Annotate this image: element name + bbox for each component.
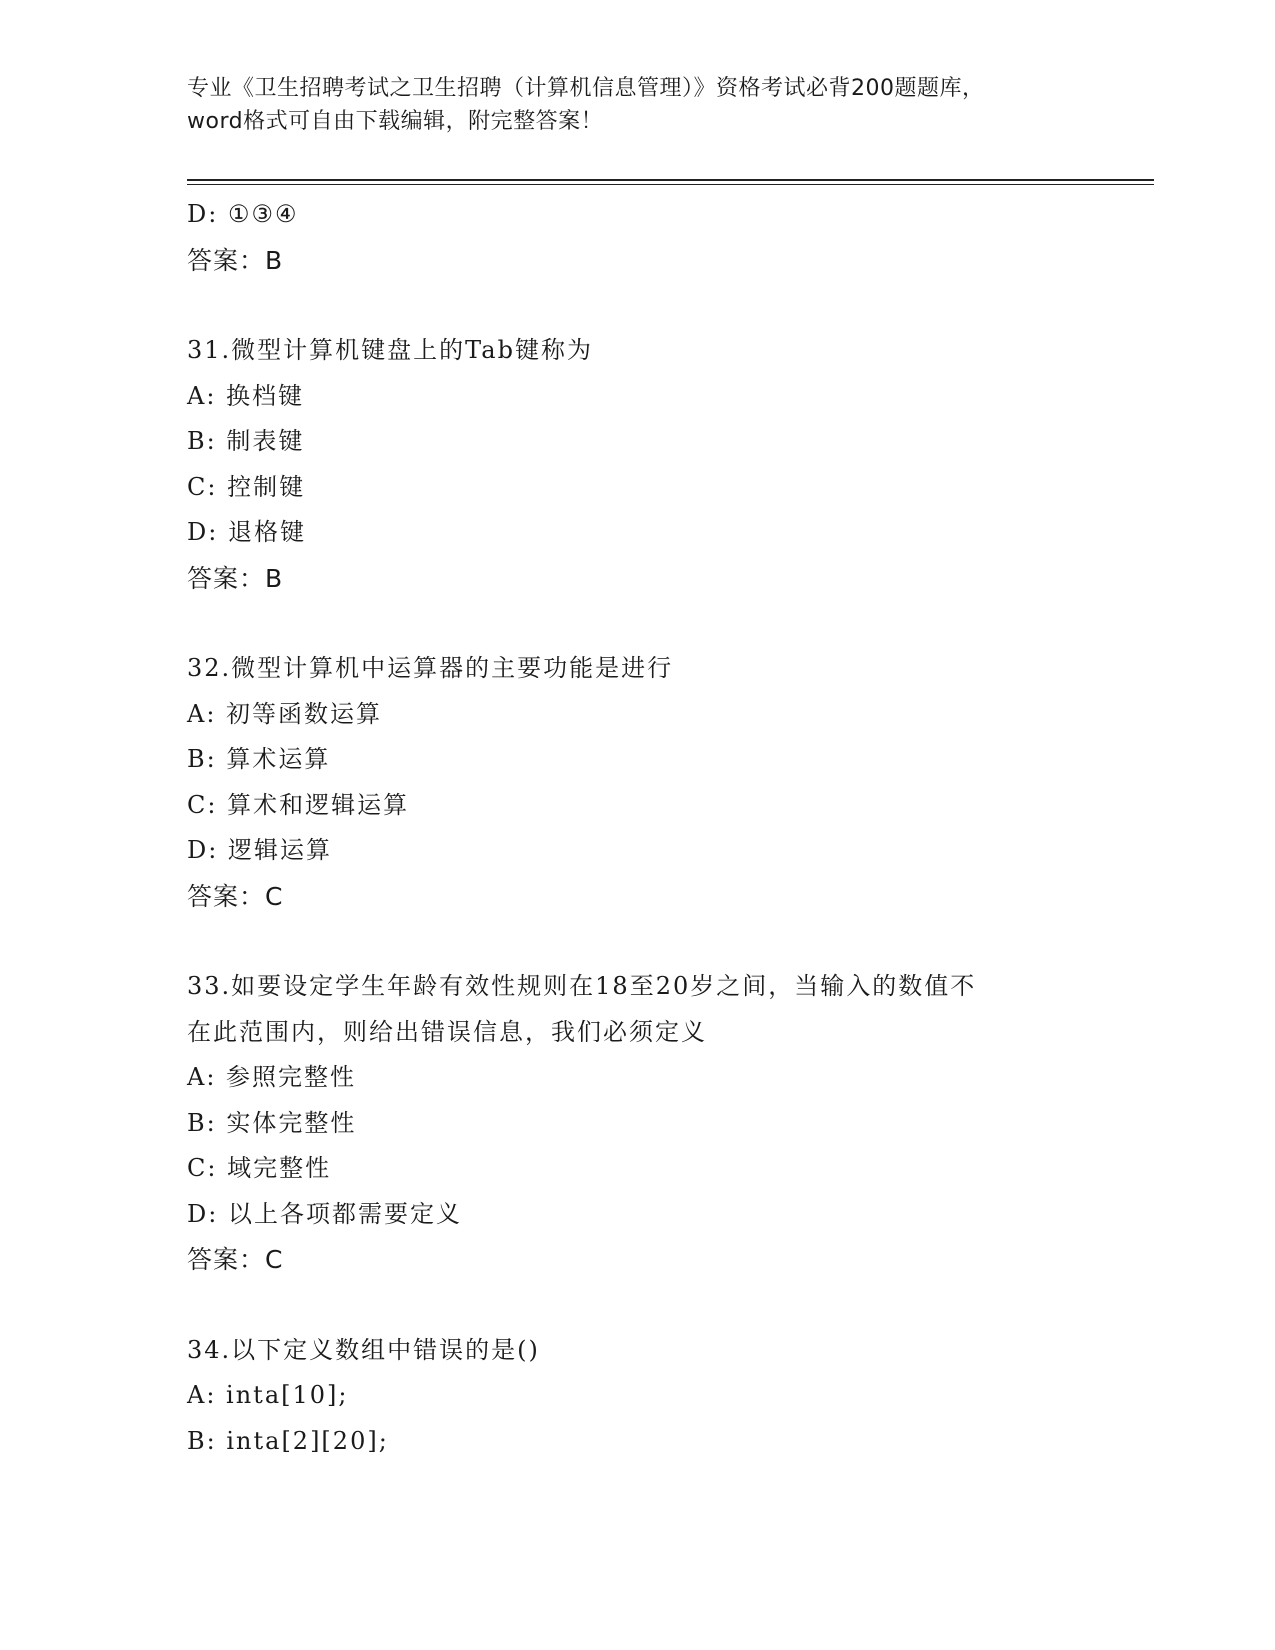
option-d: D: 退格键	[187, 518, 306, 546]
previous-question-tail	[187, 192, 1087, 283]
question-stem: 31.微型计算机键盘上的Tab键称为	[187, 336, 593, 364]
spacer	[187, 919, 1087, 964]
question-stem-line-2: 在此范围内，则给出错误信息，我们必须定义	[187, 1017, 707, 1046]
header-line-2: word格式可自由下载编辑，附完整答案！	[187, 109, 604, 134]
option-a: A: inta[10];	[187, 1381, 349, 1409]
answer-label: 答案：B	[187, 245, 284, 275]
spacer	[187, 1283, 1087, 1328]
answer-label: 答案：C	[187, 1245, 284, 1274]
option-b: B: 算术运算	[187, 745, 331, 773]
question-33	[187, 964, 1087, 1283]
document-header	[187, 72, 1087, 138]
header-divider-thin	[187, 184, 1154, 185]
option-a: A: 初等函数运算	[187, 699, 383, 728]
option-d: D: 以上各项都需要定义	[187, 1199, 462, 1228]
spacer	[187, 283, 1087, 328]
question-31	[187, 328, 1087, 601]
option-c: C: 域完整性	[187, 1154, 332, 1182]
option-b: B: 制表键	[187, 427, 305, 455]
option-a: A: 参照完整性	[187, 1063, 357, 1091]
option-d: D: ①③④	[187, 200, 299, 228]
option-c: C: 控制键	[187, 472, 306, 501]
option-a: A: 换档键	[187, 381, 305, 410]
question-stem-line-1: 33.如要设定学生年龄有效性规则在18至20岁之间，当输入的数值不	[187, 972, 977, 1000]
header-divider-thick	[187, 179, 1154, 181]
question-stem: 34.以下定义数组中错误的是()	[187, 1335, 540, 1364]
answer-label: 答案：B	[187, 563, 284, 593]
option-b: B: 实体完整性	[187, 1108, 357, 1137]
option-b: B: inta[2][20];	[187, 1426, 389, 1455]
spacer	[187, 601, 1087, 646]
question-stem: 32.微型计算机中运算器的主要功能是进行	[187, 654, 674, 682]
header-line-1: 专业《卫生招聘考试之卫生招聘（计算机信息管理）》资格考试必背200题题库，	[187, 76, 985, 101]
question-list	[187, 192, 1087, 1464]
answer-label: 答案：C	[187, 881, 284, 911]
option-c: C: 算术和逻辑运算	[187, 790, 410, 819]
option-d: D: 逻辑运算	[187, 836, 332, 864]
question-34	[187, 1328, 1087, 1465]
question-32	[187, 646, 1087, 919]
